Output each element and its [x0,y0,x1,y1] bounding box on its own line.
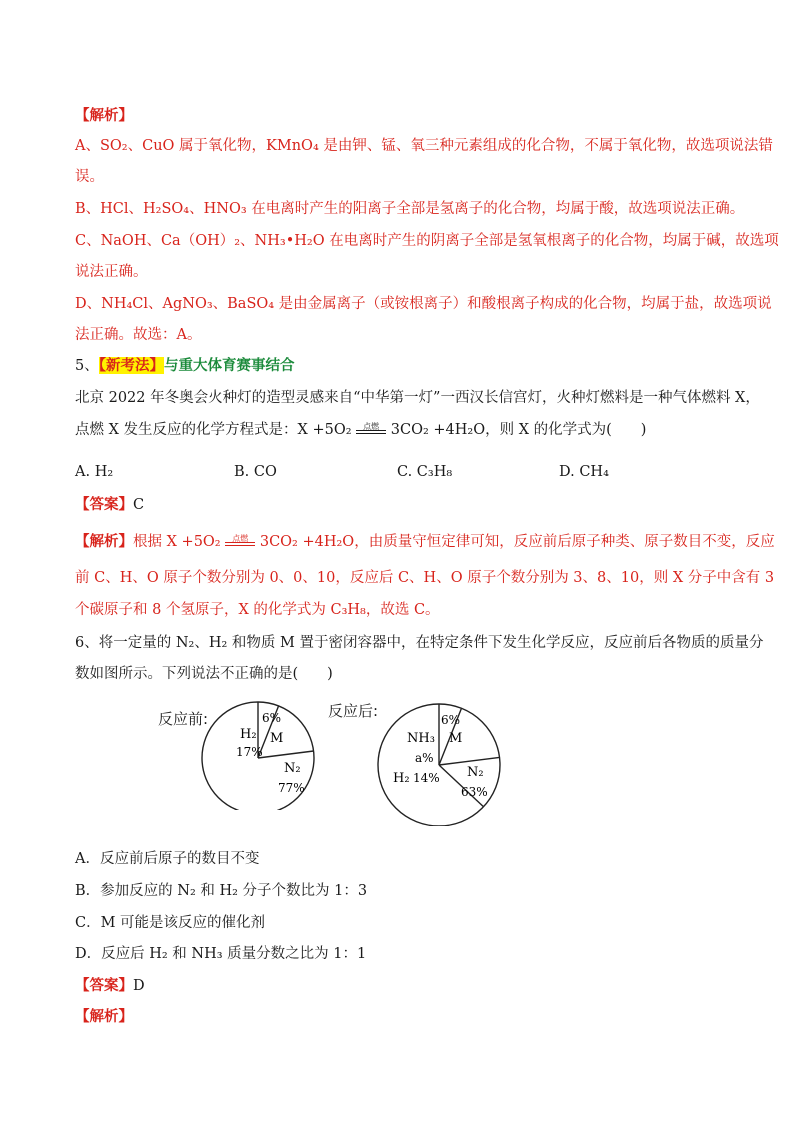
q5-option-c: C. C₃H₈ [397,464,453,480]
q6-option-c: C．M 可能是该反应的催化剂 [75,915,266,931]
reaction-arrow-analysis: 点燃 [225,539,255,546]
pie-after-h2-label: H₂ [393,771,410,786]
q5-stem-2: 点燃 X 发生反应的化学方程式是：X +5O₂ 点燃 3CO₂ +4H₂O，则 X 的化学式为( ) [75,421,647,438]
analysis-option-d-cont: 法正确。故选：A。 [75,327,202,343]
analysis-option-c: C、NaOH、Ca（OH）₂、NH₃•H₂O 在电离时产生的阴离子全部是氢氧根离子的化合物，均属于碱，故选项 [75,233,779,249]
pie-after-h2-pct: 14% [413,771,440,785]
analysis-header: 【解析】 [75,107,133,124]
q6-option-d: D．反应后 H₂ 和 NH₃ 质量分数之比为 1：1 [75,946,367,962]
q5-analysis-1: 【解析】根据 X +5O₂ 点燃 3CO₂ +4H₂O，由质量守恒定律可知，反应前后原子种类、原子数目不变，反应 [75,533,775,550]
pie-before-m-pct: 6% [262,711,282,725]
q6-stem-1: 6、将一定量的 N₂、H₂ 和物质 M 置于密闭容器中，在特定条件下发生化学反应，反应前后各物质的质量分 [75,635,764,651]
q5-option-d: D. CH₄ [559,464,609,480]
analysis-option-a: A、SO₂、CuO 属于氧化物，KMnO₄ 是由钾、锰、氧三种元素组成的化合物，不属于氧化物，故选项说法错 [75,138,773,154]
q5-analysis-2: 前 C、H、O 原子个数分别为 0、0、10，反应后 C、H、O 原子个数分别为 3、8、10，则 X 分子中含有 3 [75,570,775,586]
q5-analysis-3: 个碳原子和 8 个氢原子，X 的化学式为 C₃H₈，故选 C。 [75,602,440,618]
q5-stem-1: 北京 2022 年冬奥会火种灯的造型灵感来自“中华第一灯”一西汉长信宫灯，火种灯燃料是一种气体燃料 X， [75,390,760,406]
q5-answer: 【答案】C [75,496,145,513]
reaction-arrow: 点燃 [356,427,386,434]
pie-after-slice-boundary-2 [439,757,500,765]
pie-after-nh3-label: NH₃ [407,731,435,746]
q6-answer: 【答案】D [75,977,145,994]
pie-after-m-label: M [449,731,463,746]
pie-after-n2-pct: 63% [461,785,488,799]
q5-option-a: A. H₂ [75,464,114,480]
analysis-option-a-cont: 误。 [75,169,104,185]
q6-stem-2: 数如图所示。下列说法不正确的是( ) [75,666,333,682]
pie-before-title: 反应前: [158,710,209,728]
pie-after-title: 反应后: [328,702,379,720]
pie-after-svg [363,700,533,826]
pie-before-h2-pct: 17% [236,745,263,759]
pie-before-h2-label: H₂ [240,727,257,742]
pie-after-n2-label: N₂ [467,765,484,780]
pie-before-m-label: M [270,731,284,746]
pie-before-n2-pct: 77% [278,781,305,795]
q6-analysis-header: 【解析】 [75,1008,133,1025]
q5-option-b: B. CO [234,464,277,480]
analysis-option-d: D、NH₄Cl、AgNO₃、BaSO₄ 是由金属离子（或铵根离子）和酸根离子构成的化合物，均属于盐，故选项说 [75,296,772,312]
pie-after-m-pct: 6% [441,713,461,727]
q6-option-b: B．参加反应的 N₂ 和 H₂ 分子个数比为 1：3 [75,883,368,899]
analysis-option-c-cont: 说法正确。 [75,264,148,280]
pie-before-slice-boundary-2 [258,751,314,758]
pie-after-nh3-pct: a% [415,751,434,765]
analysis-option-b: B、HCl、H₂SO₄、HNO₃ 在电离时产生的阳离子全部是氢离子的化合物，均属于酸，故选项说法正确。 [75,201,745,217]
q6-option-a: A．反应前后原子的数目不变 [75,851,260,867]
q5-heading: 5、【新考法】与重大体育赛事结合 [75,357,295,374]
pie-before-n2-label: N₂ [284,761,301,776]
